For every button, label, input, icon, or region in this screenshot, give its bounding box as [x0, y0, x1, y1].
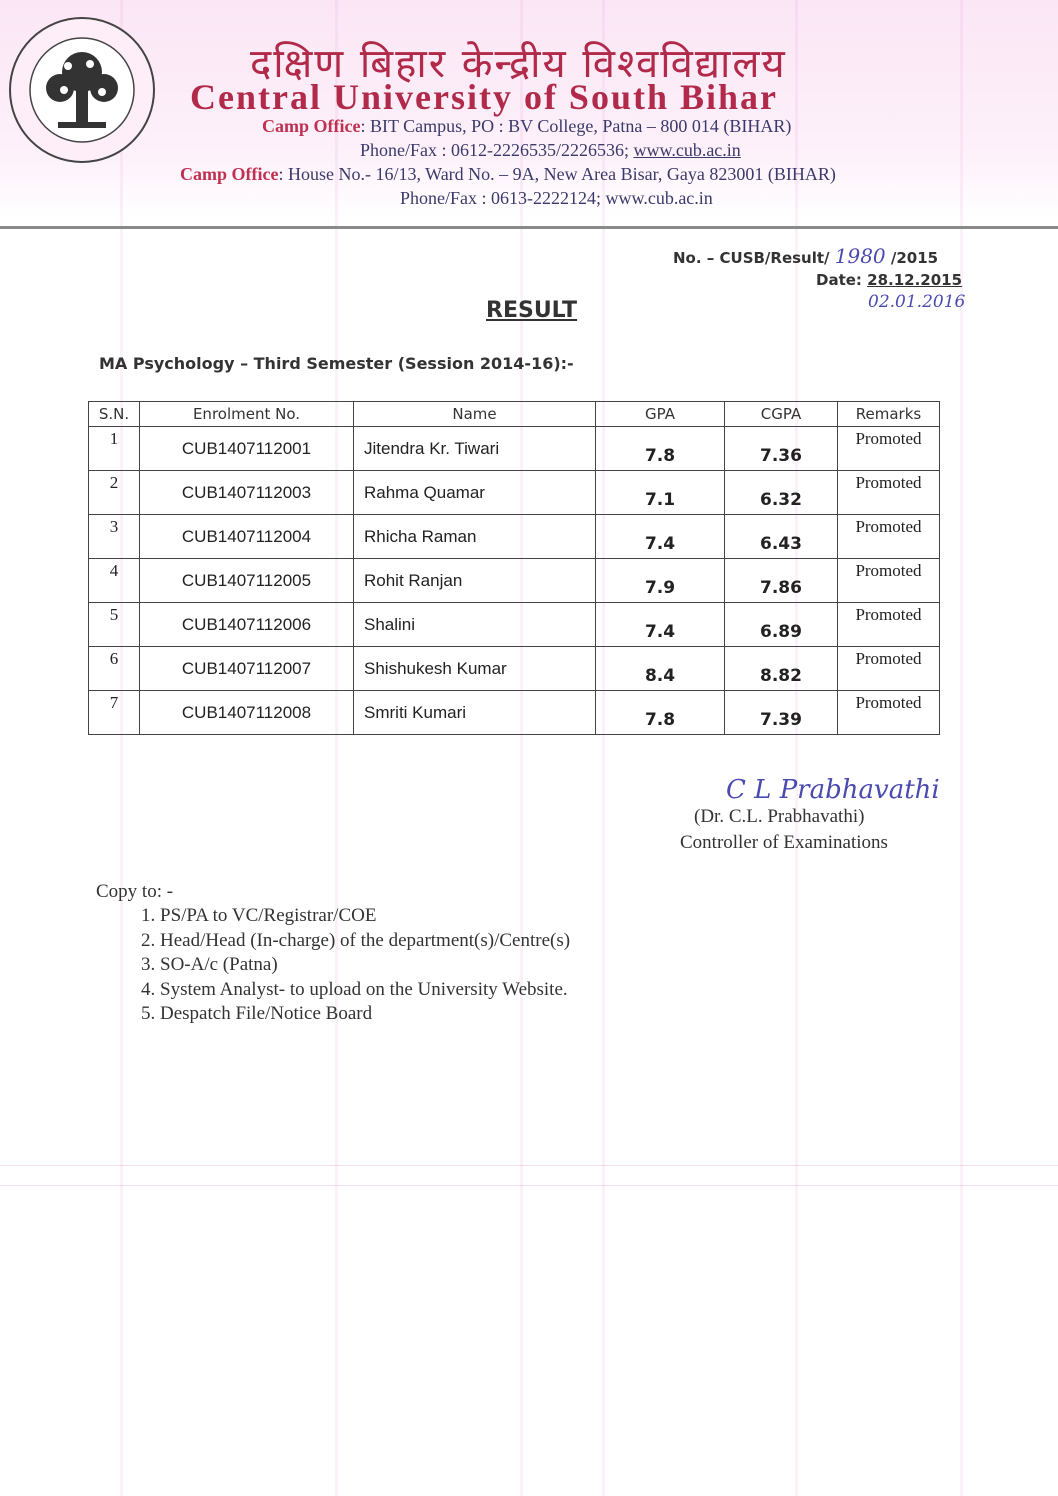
scan-streak	[795, 0, 798, 1496]
scan-streak	[120, 0, 123, 1496]
cell-remarks: Promoted	[838, 515, 940, 559]
cell-enrolment: CUB1407112003	[140, 471, 354, 515]
cell-enrolment: CUB1407112006	[140, 603, 354, 647]
signatory-name: (Dr. C.L. Prabhavathi)	[694, 806, 865, 827]
cell-remarks: Promoted	[838, 427, 940, 471]
cell-enrolment: CUB1407112005	[140, 559, 354, 603]
office2-address-line	[180, 164, 836, 185]
camp-office-label: Camp Office	[262, 116, 361, 136]
cell-sn: 2	[89, 471, 140, 515]
university-name-english: Central University of South Bihar	[190, 77, 778, 117]
cell-gpa: 7.4	[596, 515, 725, 559]
office2-address: : House No.- 16/13, Ward No. – 9A, New Area Bisar, Gaya 823001 (BIHAR)	[278, 164, 836, 184]
scan-streak	[960, 0, 963, 1496]
cell-remarks: Promoted	[838, 691, 940, 735]
university-name-hindi: दक्षिण बिहार केन्द्रीय विश्वविद्यालय	[250, 41, 787, 87]
table-row	[89, 471, 940, 515]
office2-phone: Phone/Fax : 0613-2222124; www.cub.ac.in	[400, 188, 713, 208]
cell-enrolment: CUB1407112007	[140, 647, 354, 691]
cell-sn: 3	[89, 515, 140, 559]
cell-cgpa: 8.82	[725, 647, 838, 691]
scan-band	[0, 1165, 1058, 1166]
reference-date	[816, 271, 962, 289]
cell-enrolment: CUB1407112001	[140, 427, 354, 471]
camp-office-label: Camp Office	[180, 164, 279, 184]
scan-streak	[335, 0, 338, 1496]
table-row	[89, 647, 940, 691]
office1-address-line	[262, 116, 791, 137]
cell-gpa: 7.8	[596, 427, 725, 471]
cell-sn: 7	[89, 691, 140, 735]
cell-cgpa: 6.32	[725, 471, 838, 515]
website-link[interactable]: www.cub.ac.in	[633, 140, 741, 160]
cell-cgpa: 7.39	[725, 691, 838, 735]
table-header-row	[89, 402, 940, 427]
table-row	[89, 559, 940, 603]
ref-prefix: No. – CUSB/Result/	[673, 249, 835, 267]
copy-to-label: Copy to: -	[96, 881, 174, 902]
cell-remarks: Promoted	[838, 471, 940, 515]
cell-name: Rahma Quamar	[354, 471, 596, 515]
table-row	[89, 691, 940, 735]
cell-name: Jitendra Kr. Tiwari	[354, 427, 596, 471]
ref-suffix: /2015	[885, 249, 939, 267]
cell-remarks: Promoted	[838, 559, 940, 603]
list-item: 2. Head/Head (In-charge) of the department(s)/Centre(s)	[160, 929, 570, 954]
table-row	[89, 427, 940, 471]
cell-sn: 1	[89, 427, 140, 471]
list-item: 4. System Analyst- to upload on the University Website.	[160, 978, 570, 1003]
scan-band	[0, 1185, 1058, 1186]
cell-cgpa: 6.43	[725, 515, 838, 559]
cell-cgpa: 7.86	[725, 559, 838, 603]
university-logo	[6, 14, 158, 166]
cell-name: Smriti Kumari	[354, 691, 596, 735]
cell-sn: 6	[89, 647, 140, 691]
date-label: Date:	[816, 271, 868, 289]
cell-remarks: Promoted	[838, 647, 940, 691]
cell-enrolment: CUB1407112008	[140, 691, 354, 735]
list-item: 1. PS/PA to VC/Registrar/COE	[160, 904, 570, 929]
page-title: RESULT	[486, 298, 578, 323]
cell-name: Shishukesh Kumar	[354, 647, 596, 691]
list-item: 5. Despatch File/Notice Board	[160, 1002, 570, 1027]
cell-name: Shalini	[354, 603, 596, 647]
scan-streak	[602, 0, 605, 1496]
programme-subtitle: MA Psychology – Third Semester (Session 2014-16):-	[99, 354, 574, 373]
col-header-enrolment: Enrolment No.	[140, 402, 354, 427]
office1-phone-line	[360, 140, 741, 161]
date-value: 28.12.2015	[867, 271, 963, 289]
list-item: 3. SO-A/c (Patna)	[160, 953, 570, 978]
scan-streak	[520, 0, 523, 1496]
cell-gpa: 7.4	[596, 603, 725, 647]
col-header-remarks: Remarks	[838, 402, 940, 427]
cell-sn: 4	[89, 559, 140, 603]
header-divider	[0, 226, 1058, 229]
cell-name: Rhicha Raman	[354, 515, 596, 559]
results-table	[88, 401, 940, 735]
col-header-gpa: GPA	[596, 402, 725, 427]
table-row	[89, 515, 940, 559]
cell-gpa: 8.4	[596, 647, 725, 691]
cell-name: Rohit Ranjan	[354, 559, 596, 603]
cell-cgpa: 6.89	[725, 603, 838, 647]
table-row	[89, 603, 940, 647]
cell-gpa: 7.1	[596, 471, 725, 515]
cell-sn: 5	[89, 603, 140, 647]
reference-number	[673, 244, 938, 268]
office1-phone: Phone/Fax : 0612-2226535/2226536;	[360, 140, 634, 160]
copy-to-list	[124, 904, 570, 1027]
col-header-cgpa: CGPA	[725, 402, 838, 427]
cell-cgpa: 7.36	[725, 427, 838, 471]
cell-enrolment: CUB1407112004	[140, 515, 354, 559]
cell-remarks: Promoted	[838, 603, 940, 647]
col-header-name: Name	[354, 402, 596, 427]
ref-handwritten-number: 1980	[834, 244, 886, 268]
handwritten-date: 02.01.2016	[868, 292, 966, 312]
office1-address: : BIT Campus, PO : BV College, Patna – 800 014 (BIHAR)	[360, 116, 792, 136]
signature: C L Prabhavathi	[726, 775, 940, 805]
signatory-title: Controller of Examinations	[680, 832, 888, 853]
cell-gpa: 7.8	[596, 691, 725, 735]
cell-gpa: 7.9	[596, 559, 725, 603]
col-header-sn: S.N.	[89, 402, 140, 427]
